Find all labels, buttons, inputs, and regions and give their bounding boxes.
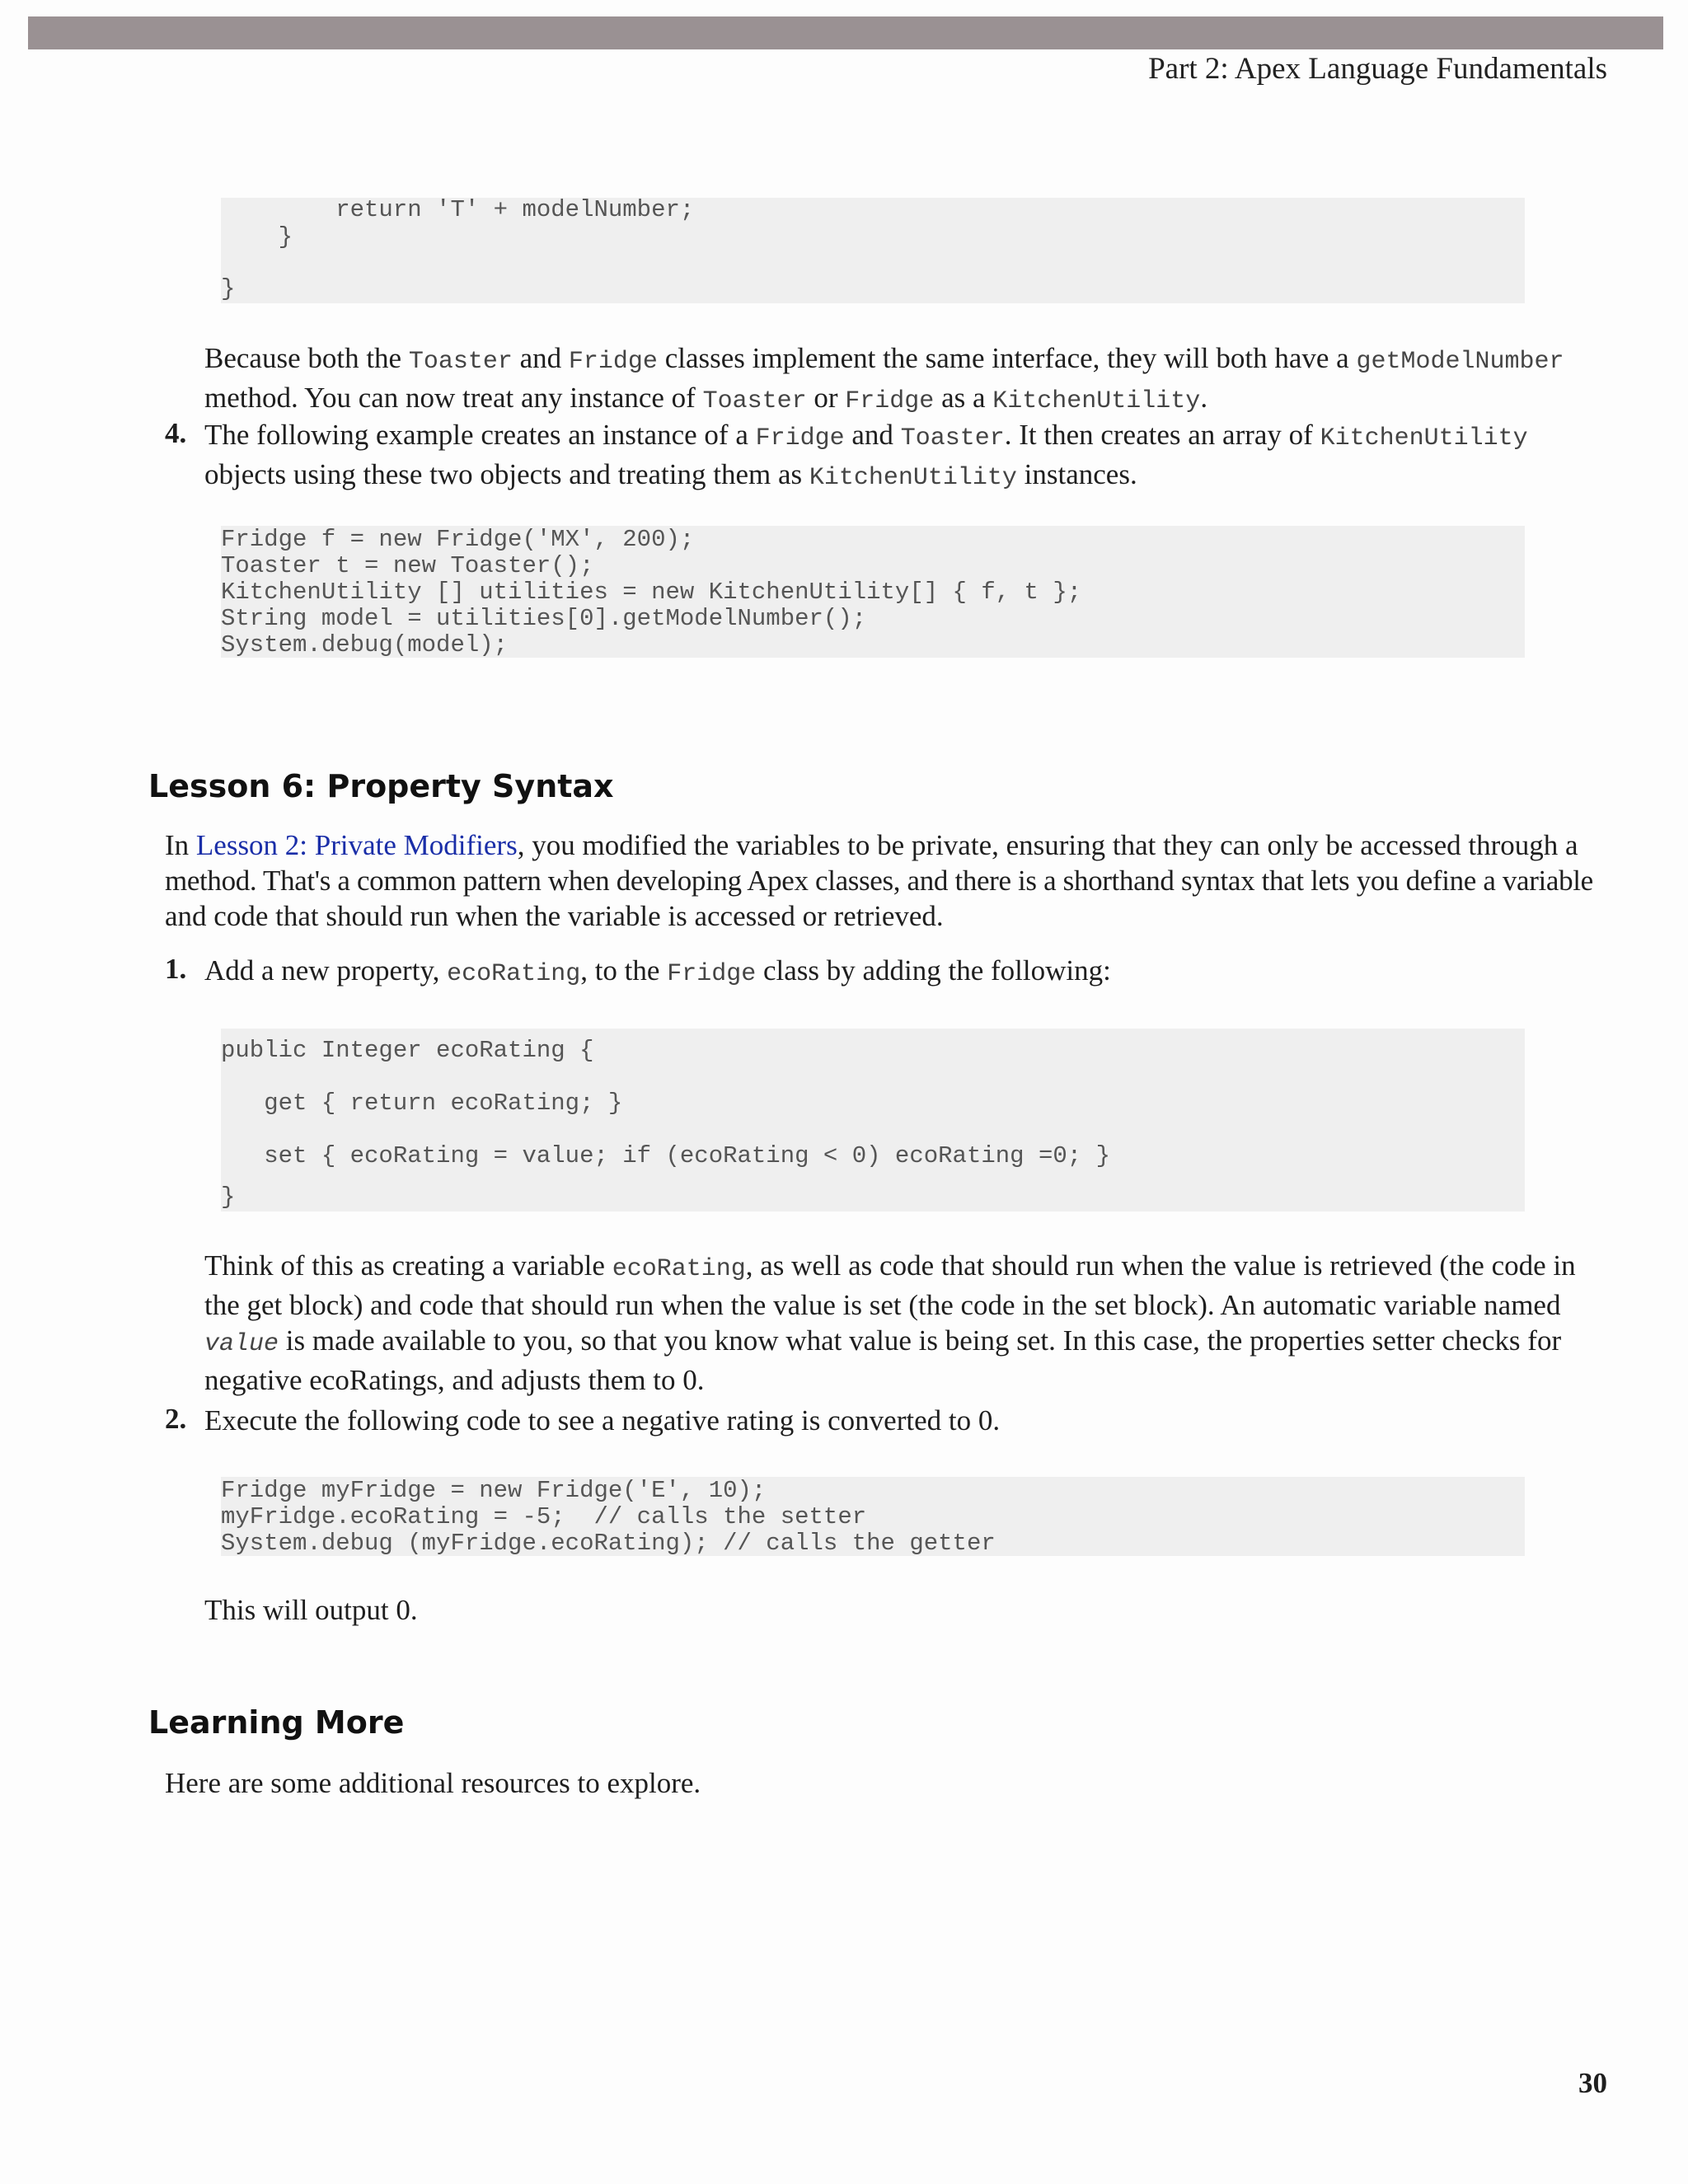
text-line: objects using these two objects and treating them as KitchenUtility instances. [204,458,1137,492]
step-1-text [204,953,1111,992]
text-line: The following example creates an instance of a Fridge and Toaster. It then creates an array of KitchenUtility [204,419,1528,452]
text-line: Execute the following code to see a negative rating is converted to 0. [204,1404,1001,1436]
code-line: } [221,1183,236,1211]
code-block-eco-rating-property [221,1029,1525,1212]
step-number: 1. [165,953,187,985]
step-4-text [204,417,1528,496]
code-line: return 'T' + modelNumber; [221,196,695,223]
running-title: Part 2: Apex Language Fundamentals [1148,52,1607,86]
code-line: myFridge.ecoRating = -5; // calls the setter [221,1503,867,1530]
text-line: and code that should run when the variable is accessed or retrieved. [165,900,944,932]
text-line: In Lesson 2: Private Modifiers, you modified the variables to be private, ensuring that they can only be accessed through a [165,829,1578,861]
lesson-6-intro [165,827,1593,934]
code-block-return [221,198,1525,303]
code-line: } [221,223,293,251]
section-heading-lesson-6: Lesson 6: Property Syntax [148,768,614,804]
section-heading-learning-more: Learning More [148,1704,405,1741]
code-line: String model = utilities[0].getModelNumber(); [221,605,867,632]
step-number: 4. [165,417,187,449]
code-line: KitchenUtility [] utilities = new KitchenUtility[] { f, t }; [221,579,1082,606]
text-line: method. You can now treat any instance of Toaster or Fridge as a KitchenUtility. [204,382,1208,415]
step-2-text [204,1403,1000,1438]
learning-more-text: Here are some additional resources to explore. [165,1767,701,1799]
code-line: } [221,275,236,302]
code-line: public Integer ecoRating { [221,1037,594,1064]
paragraph-property-explanation [204,1248,1576,1398]
code-line: Fridge f = new Fridge('MX', 200); [221,526,695,553]
lesson-2-link[interactable]: Lesson 2: Private Modifiers [195,829,518,861]
code-block-my-fridge [221,1477,1525,1556]
code-line: get { return ecoRating; } [221,1090,623,1117]
text-line: value is made available to you, so that you know what value is being set. In this case, the properties setter checks for [204,1324,1562,1358]
code-block-kitchen-utility [221,526,1525,658]
text-line: the get block) and code that should run when the value is set (the code in the set block). An automatic variable named [204,1289,1561,1321]
text-line: Add a new property, ecoRating, to the Fridge class by adding the following: [204,954,1111,988]
header-bar [28,16,1663,49]
code-line: set { ecoRating = value; if (ecoRating < 0) ecoRating =0; } [221,1142,1110,1169]
text-line: Think of this as creating a variable ecoRating, as well as code that should run when the value is retrieved (the code in [204,1249,1576,1283]
text-line: method. That's a common pattern when developing Apex classes, and there is a shorthand syntax that lets you define a variable [165,865,1593,897]
text-line: negative ecoRatings, and adjusts them to 0. [204,1364,705,1396]
code-line: System.debug(model); [221,631,509,658]
text-line: Because both the Toaster and Fridge classes implement the same interface, they will both have a getModelNumber [204,342,1564,376]
output-note: This will output 0. [204,1594,418,1626]
step-number: 2. [165,1403,187,1435]
page-number: 30 [1578,2067,1607,2099]
paragraph-interface [204,340,1564,419]
code-line: System.debug (myFridge.ecoRating); // calls the getter [221,1530,996,1557]
code-line: Fridge myFridge = new Fridge('E', 10); [221,1477,767,1504]
code-line: Toaster t = new Toaster(); [221,552,594,579]
